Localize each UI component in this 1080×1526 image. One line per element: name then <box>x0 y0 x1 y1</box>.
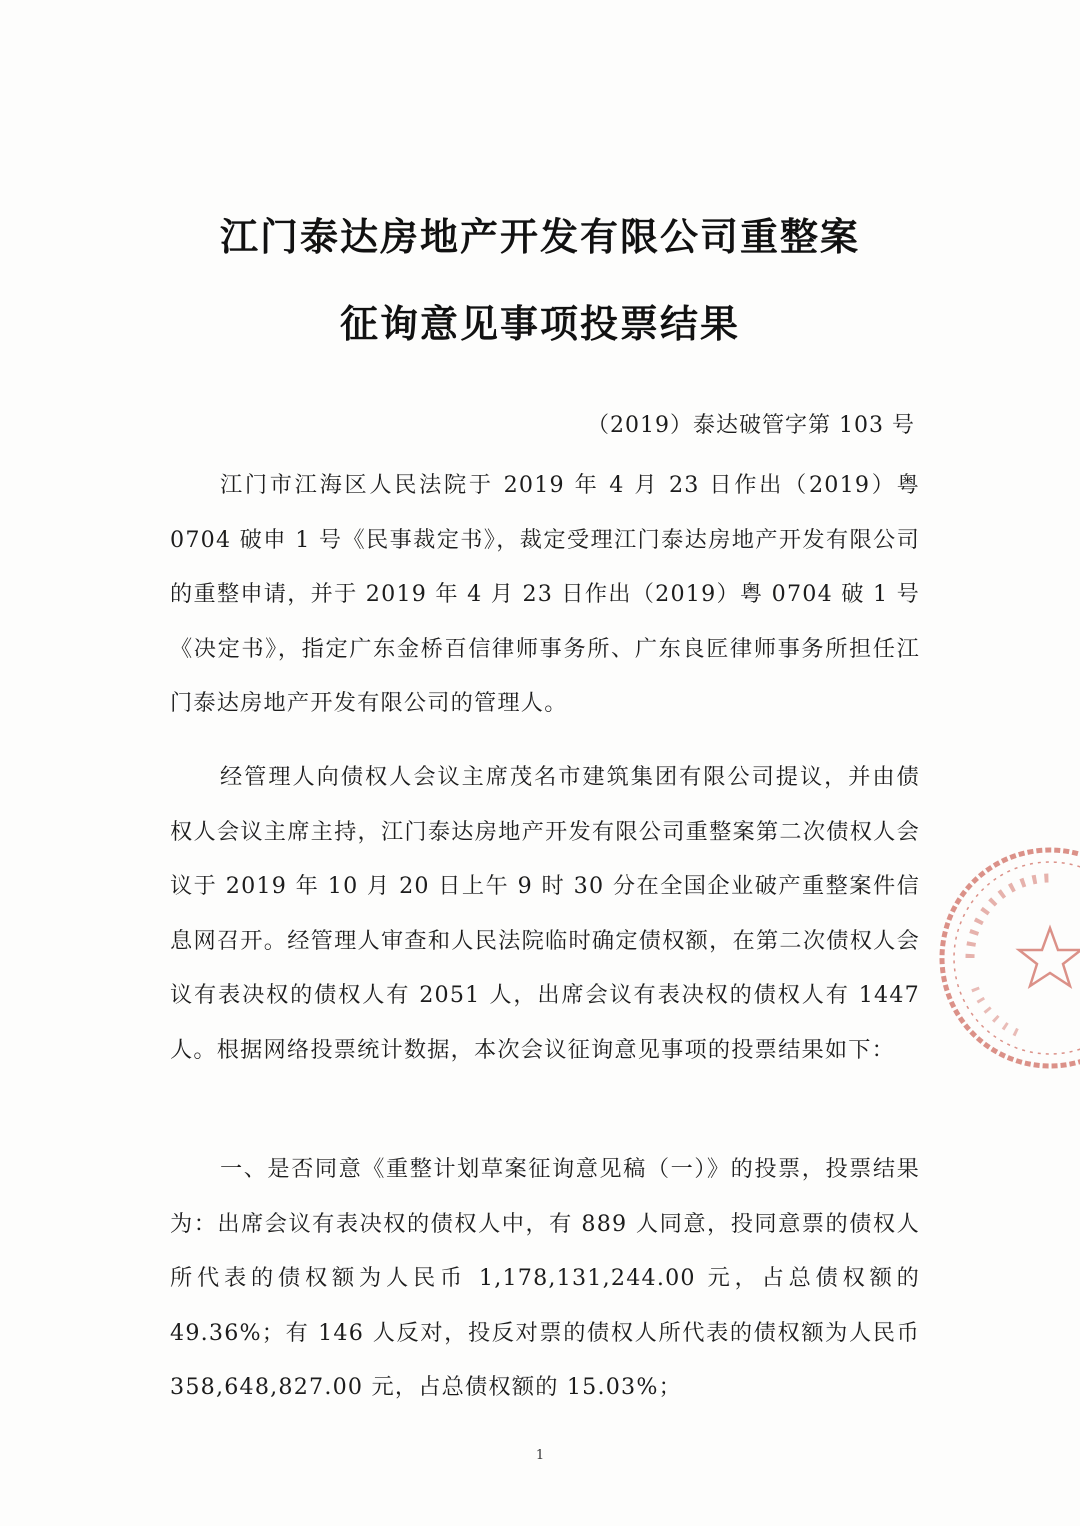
document-number: （2019）泰达破管字第 103 号 <box>587 413 915 438</box>
paragraph-vote-result: 一、是否同意《重整计划草案征询意见稿（一）》的投票，投票结果为：出席会议有表决权的债权人中，有 889 人同意，投同意票的债权人所代表的债权额为人民币 1,178,131,244.00 元，占总债权额的 49.36%；有 146 人反对，投反对票的债权人所代表的债权额为人民币 358,648,827.00 元，占总债权额的 15.03%； <box>170 1156 920 1400</box>
document-title-line-1: 江门泰达房地产开发有限公司重整案 <box>219 214 860 259</box>
document-title-line-2: 征询意见事项投票结果 <box>339 301 740 346</box>
official-seal-stamp <box>930 838 1080 1078</box>
page-number: 1 <box>535 1448 545 1463</box>
paragraph-creditors-meeting: 经管理人向债权人会议主席茂名市建筑集团有限公司提议，并由债权人会议主席主持，江门泰达房地产开发有限公司重整案第二次债权人会议于 2019 年 10 月 20 日上午 9 时 30 分在全国企业破产重整案件信息网召开。经管理人审查和人民法院临时确定债权额，在第二次债权人会议有表决权的债权人有 2051 人，出席会议有表决权的债权人有 1447 人。根据网络投票统计数据，本次会议征询意见事项的投票结果如下： <box>170 764 920 1063</box>
paragraph-court-ruling: 江门市江海区人民法院于 2019 年 4 月 23 日作出（2019）粤 0704 破申 1 号《民事裁定书》，裁定受理江门泰达房地产开发有限公司的重整申请，并于 2019 年 4 月 23 日作出（2019）粤 0704 破 1 号《决定书》，指定广东金桥百信律师事务所、广东良匠律师事务所担任江门泰达房地产开发有限公司的管理人。 <box>170 472 920 716</box>
